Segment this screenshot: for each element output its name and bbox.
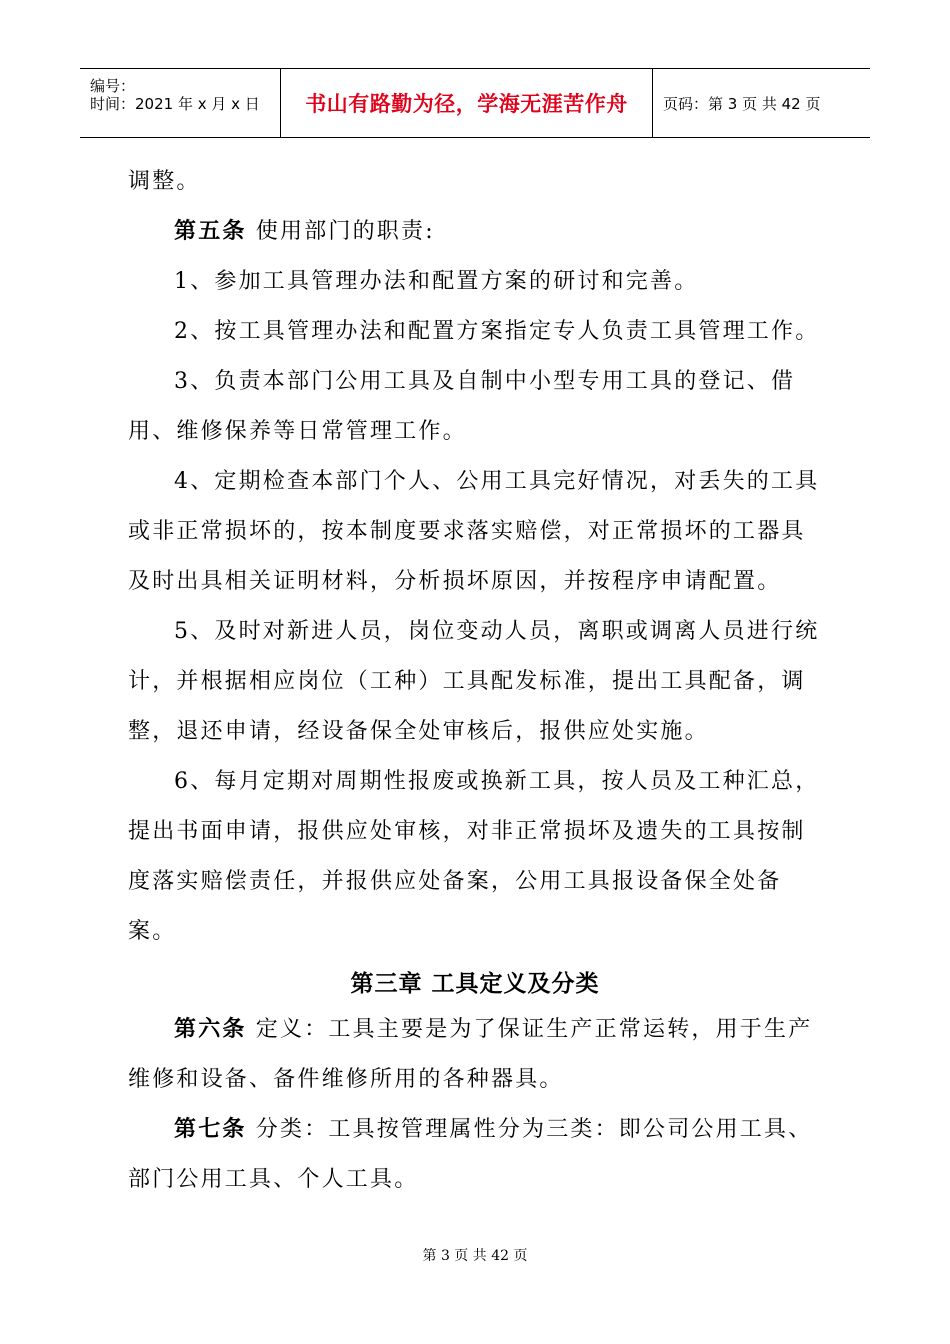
article-5-title: 使用部门的职责:: [246, 219, 435, 244]
article-6-text: 定义：工具主要是为了保证生产正常运转，用于生产维修和设备、备件维修所用的各种器具。: [128, 1017, 813, 1092]
header-meta-cell: [80, 69, 281, 137]
list-item: 6、每月定期对周期性报废或换新工具，按人员及工种汇总，提出书面申请，报供应处审核，对非正常损坏及遗失的工具按制度落实赔偿责任，并报供应处备案，公用工具报设备保全处备案。: [128, 769, 820, 944]
header-motto-cell: [281, 69, 653, 137]
header-page-info: 页码：第 3 页 共 42 页: [663, 94, 821, 113]
article-7: [128, 1105, 828, 1205]
article-7-number: 第七条: [174, 1117, 247, 1142]
document-number-label: 编号：: [90, 77, 136, 95]
document-date: 时间：2021 年 x 月 x 日: [90, 95, 260, 113]
list-item: 2、按工具管理办法和配置方案指定专人负责工具管理工作。: [174, 319, 820, 344]
list-item: 3、负责本部门公用工具及自制中小型专用工具的登记、借用、维修保养等日常管理工作。: [128, 369, 796, 444]
list-item: 1、参加工具管理办法和配置方案的研讨和完善。: [174, 269, 699, 294]
article-5-number: 第五条: [174, 219, 247, 244]
list-item: 5、及时对新进人员，岗位变动人员，离职或调离人员进行统计，并根据相应岗位（工种）工具配发标准，提出工具配备，调整，退还申请，经设备保全处审核后，报供应处实施。: [128, 619, 820, 744]
article-5-heading: [128, 207, 828, 257]
chapter-title: 第三章 工具定义及分类: [350, 971, 600, 997]
page-footer: 第 3 页 共 42 页: [422, 1248, 528, 1264]
chapter-body: [128, 1005, 828, 1205]
list-item: 4、定期检查本部门个人、公用工具完好情况，对丢失的工具或非正常损坏的，按本制度要求落实赔偿，对正常损坏的工器具及时出具相关证明材料，分析损坏原因，并按程序申请配置。: [128, 469, 820, 594]
continued-text: 调整。: [128, 169, 201, 194]
article-6: [128, 1005, 828, 1105]
header-motto: 书山有路勤为径，学海无涯苦作舟: [305, 92, 628, 116]
article-6-number: 第六条: [174, 1017, 247, 1042]
section-body: [128, 157, 828, 957]
article-7-text: 分类：工具按管理属性分为三类：即公司公用工具、部门公用工具、个人工具。: [128, 1117, 813, 1192]
document-header: [80, 68, 870, 138]
header-page-cell: [653, 69, 870, 137]
